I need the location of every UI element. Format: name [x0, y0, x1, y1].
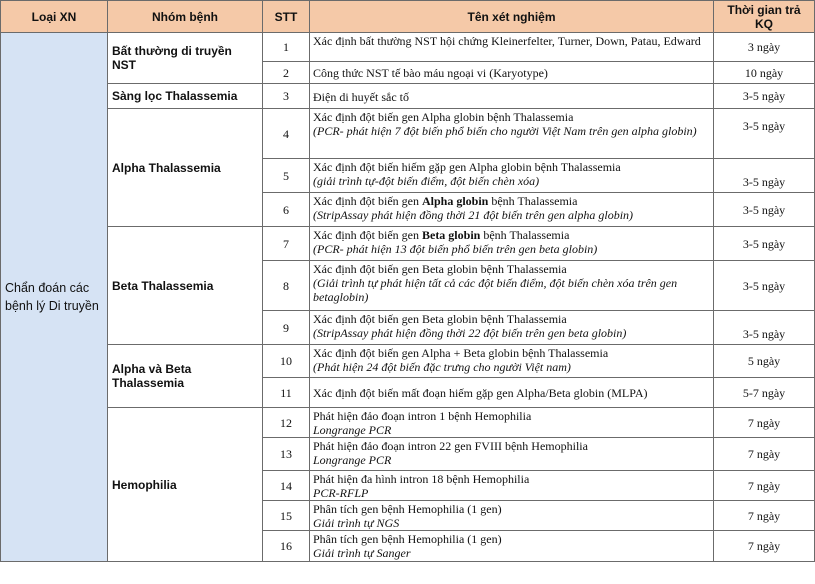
test-name-cell — [310, 501, 714, 531]
stt-cell: 14 — [263, 471, 310, 501]
test-name: Phân tích gen bệnh Hemophilia (1 gen) — [313, 502, 502, 516]
header-ten-xet-nghiem: Tên xét nghiệm — [310, 1, 714, 33]
time-cell: 10 ngày — [714, 62, 815, 84]
test-method: (giải trình tự-đột biến điểm, đột biến chèn xóa) — [313, 174, 540, 188]
stt-cell: 1 — [263, 33, 310, 62]
test-name: Điện di huyết sắc tố — [313, 89, 409, 104]
time-cell: 5 ngày — [714, 345, 815, 378]
stt-cell: 12 — [263, 408, 310, 438]
test-name: Phát hiện đa hình intron 18 bệnh Hemophilia — [313, 472, 530, 486]
test-name-cell — [310, 109, 714, 159]
test-name-cell — [310, 261, 714, 311]
stt-cell: 13 — [263, 438, 310, 471]
group-cell: Alpha và Beta Thalassemia — [108, 345, 263, 408]
test-name-cell — [310, 531, 714, 562]
time-cell: 7 ngày — [714, 471, 815, 501]
test-name-cell — [310, 33, 714, 62]
test-method: (Giải trình tự phát hiện tất cả các đột biến điểm, đột biến chèn xóa trên gen betaglobin) — [313, 276, 678, 304]
test-name: Xác định đột biến gen Alpha + Beta globin bệnh Thalassemia — [313, 346, 609, 360]
test-method: (PCR- phát hiện 7 đột biến phổ biến cho người Việt Nam trên gen alpha globin) — [313, 124, 697, 138]
test-method: Giải trình tự Sanger — [313, 546, 411, 560]
table-row — [1, 345, 815, 378]
test-name: Phân tích gen bệnh Hemophilia (1 gen) — [313, 532, 502, 546]
time-cell: 3-5 ngày — [714, 311, 815, 345]
group-cell: Bất thường di truyền NST — [108, 33, 263, 84]
time-cell: 3-5 ngày — [714, 84, 815, 109]
table-row — [1, 408, 815, 438]
test-name: Phát hiện đảo đoạn intron 1 bệnh Hemophilia — [313, 409, 532, 423]
header-nhom-benh: Nhóm bệnh — [108, 1, 263, 33]
header-loai-xn: Loại XN — [1, 1, 108, 33]
group-cell: Alpha Thalassemia — [108, 109, 263, 227]
time-cell: 3-5 ngày — [714, 109, 815, 159]
stt-cell: 2 — [263, 62, 310, 84]
table-row — [1, 227, 815, 261]
test-method: (Phát hiện 24 đột biến đặc trưng cho người Việt nam) — [313, 360, 571, 374]
test-name-cell — [310, 193, 714, 227]
test-name: Xác định đột biến mất đoạn hiếm gặp gen Alpha/Beta globin (MLPA) — [313, 386, 648, 400]
test-method: PCR-RFLP — [313, 486, 369, 500]
test-name-cell — [310, 378, 714, 408]
stt-cell: 8 — [263, 261, 310, 311]
group-cell: Beta Thalassemia — [108, 227, 263, 345]
time-cell: 7 ngày — [714, 501, 815, 531]
time-cell: 3-5 ngày — [714, 227, 815, 261]
test-name-cell — [310, 62, 714, 84]
stt-cell: 10 — [263, 345, 310, 378]
group-cell: Sàng lọc Thalassemia — [108, 84, 263, 109]
test-name: Phát hiện đảo đoạn intron 22 gen FVIII bệnh Hemophilia — [313, 439, 588, 453]
time-cell: 3-5 ngày — [714, 193, 815, 227]
test-name: Xác định đột biến hiếm gặp gen Alpha globin bệnh Thalassemia — [313, 160, 621, 174]
test-method: (PCR- phát hiện 13 đột biến phổ biến trên gen beta globin) — [313, 242, 598, 256]
test-method: Giải trình tự NGS — [313, 516, 400, 530]
table-row — [1, 84, 815, 109]
test-name: Xác định bất thường NST hội chứng Kleinerfelter, Turner, Down, Patau, Edward — [313, 34, 701, 48]
table-row — [1, 109, 815, 159]
test-name: Công thức NST tế bào máu ngoại vi (Karyotype) — [313, 66, 548, 80]
header-stt: STT — [263, 1, 310, 33]
time-cell: 7 ngày — [714, 408, 815, 438]
group-cell: Hemophilia — [108, 408, 263, 562]
stt-cell: 15 — [263, 501, 310, 531]
stt-cell: 7 — [263, 227, 310, 261]
test-name-cell — [310, 227, 714, 261]
test-name: Xác định đột biến gen Beta globin bệnh Thalassemia — [313, 228, 570, 242]
test-name-cell — [310, 311, 714, 345]
test-name: Xác định đột biến gen Alpha globin bệnh Thalassemia — [313, 194, 578, 208]
stt-cell: 6 — [263, 193, 310, 227]
header-thoi-gian: Thời gian trả KQ — [714, 1, 815, 33]
test-method: Longrange PCR — [313, 423, 392, 437]
test-name: Xác định đột biến gen Alpha globin bệnh Thalassemia — [313, 110, 574, 124]
time-cell: 3-5 ngày — [714, 261, 815, 311]
stt-cell: 5 — [263, 159, 310, 193]
loai-xn-cell: Chẩn đoán các bệnh lý Di truyền — [1, 33, 108, 562]
time-cell: 5-7 ngày — [714, 378, 815, 408]
table-header-row — [1, 1, 815, 33]
test-name-cell — [310, 159, 714, 193]
test-method: (StripAssay phát hiện đồng thời 22 đột biến trên gen beta globin) — [313, 326, 627, 340]
test-method: (StripAssay phát hiện đồng thời 21 đột biến trên gen alpha globin) — [313, 208, 634, 222]
time-cell: 3-5 ngày — [714, 159, 815, 193]
stt-cell: 3 — [263, 84, 310, 109]
test-name-cell — [310, 408, 714, 438]
test-name-cell — [310, 84, 714, 109]
stt-cell: 9 — [263, 311, 310, 345]
time-cell: 7 ngày — [714, 438, 815, 471]
test-name: Xác định đột biến gen Beta globin bệnh Thalassemia — [313, 262, 567, 276]
stt-cell: 11 — [263, 378, 310, 408]
time-cell: 3 ngày — [714, 33, 815, 62]
test-name-cell — [310, 345, 714, 378]
test-name-cell — [310, 471, 714, 501]
test-name-cell — [310, 438, 714, 471]
time-cell: 7 ngày — [714, 531, 815, 562]
stt-cell: 4 — [263, 109, 310, 159]
table-row — [1, 33, 815, 62]
stt-cell: 16 — [263, 531, 310, 562]
test-method: Longrange PCR — [313, 453, 392, 467]
test-name: Xác định đột biến gen Beta globin bệnh Thalassemia — [313, 312, 567, 326]
